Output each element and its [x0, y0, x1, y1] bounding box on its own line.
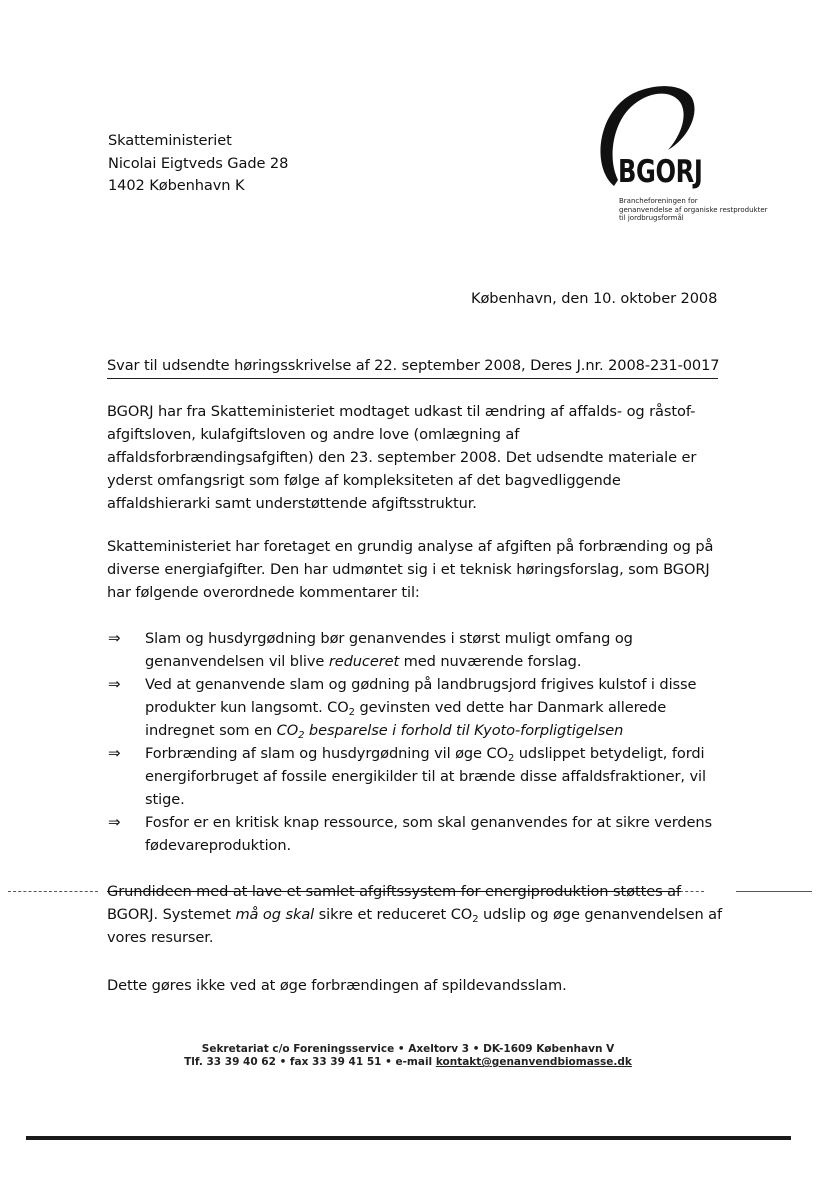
- body-paragraph: [107, 880, 727, 949]
- list-item-text: gevinsten ved dette har Danmark allerede indregnet som en: [145, 699, 667, 739]
- address-line: Nicolai Eigtveds Gade 28: [108, 154, 289, 172]
- list-item-text: udslippet betydeligt, fordi energiforbruget af fossile energikilder til at brænde disse affaldsfraktioner, vil stige.: [145, 745, 706, 808]
- letter-footer: [0, 1043, 816, 1069]
- letter-subject: Svar til udsendte høringsskrivelse af 22. september 2008, Deres J.nr. 2008-231-0017: [107, 354, 718, 379]
- list-item: [108, 742, 728, 811]
- list-item: [108, 673, 728, 742]
- list-item-text: Fosfor er en kritisk knap ressource, som skal genanvendes for at sikre verdens fødevareproduktion.: [145, 814, 713, 854]
- bottom-rule: [26, 1136, 791, 1140]
- body-text-line: Grundideen med at lave et samlet afgiftssystem for energiproduktion støttes af: [107, 883, 681, 900]
- footer-address: Sekretariat c/o Foreningsservice • Axeltorv 3 • DK-1609 København V: [201, 1043, 615, 1055]
- list-item-emphasis: $CO_2$ besparelse i forhold til Kyoto-forpligtigelsen: [276, 722, 624, 741]
- footer-contact: Tlf. 33 39 40 62 • fax 33 39 41 51 • e-mail kontakt@genanvendbiomasse.dk: [184, 1056, 632, 1068]
- body-paragraph: BGORJ har fra Skatteministeriet modtaget udkast til ændring af affalds- og råstof-afgiftsloven, kulafgiftsloven og andre love (omlægning af affaldsforbrændingsafgiften) den 23. september 2008. Det udsendte materiale er yderst omfangsrigt som følge af kompleksiteten af det bagvedliggende affaldshierarki samt understøttende afgiftsstruktur.: [107, 403, 697, 512]
- bgorj-logo: [584, 76, 784, 236]
- letter-date: København, den 10. oktober 2008: [471, 290, 718, 307]
- body-text-line: BGORJ. Systemet må og skal sikre et reduceret $CO_2$ udslip og øge genanvendelsen af vores resurser.: [107, 906, 723, 946]
- scan-artifact-line: [736, 891, 812, 892]
- subscript: 2: [348, 707, 355, 718]
- body-paragraph: Dette gøres ikke ved at øge forbrændingen af spildevandsslam.: [107, 977, 567, 994]
- list-item-text: Slam og husdyrgødning bør genanvendes i størst muligt omfang og genanvendelsen vil blive: [145, 630, 633, 670]
- scan-artifact-line: [8, 891, 98, 892]
- body-paragraph: Skatteministeriet har foretaget en grundig analyse af afgiften på forbrænding og på diverse energiafgifter. Den har udmøntet sig i et teknisk høringsforslag, som BGORJ har følgende overordnede kommentarer til:: [107, 538, 714, 601]
- comment-list: [108, 627, 728, 857]
- subscript: 2: [472, 914, 479, 925]
- list-item-emphasis: reduceret: [328, 653, 400, 670]
- logo-tagline-line: til jordbrugsformål: [619, 214, 684, 222]
- arrow-icon: ⇒: [108, 744, 121, 762]
- logo-name: BGORJ: [618, 154, 703, 190]
- arrow-icon: ⇒: [108, 629, 121, 647]
- recipient-address: [108, 129, 288, 197]
- list-item: [108, 811, 728, 857]
- subscript: 2: [298, 730, 305, 741]
- address-line: Skatteministeriet: [108, 132, 232, 149]
- subscript: 2: [507, 753, 515, 764]
- logo-tagline-line: Brancheforeningen for: [619, 197, 698, 205]
- arrow-icon: ⇒: [108, 675, 121, 693]
- list-item-text: med nuværende forslag.: [399, 653, 582, 670]
- emphasis: må og skal: [235, 906, 315, 923]
- list-item-text: Forbrænding af slam og husdyrgødning vil øge CO: [145, 745, 508, 762]
- email-link[interactable]: kontakt@genanvendbiomasse.dk: [435, 1056, 632, 1068]
- logo-tagline: [619, 197, 768, 223]
- address-line: 1402 København K: [108, 177, 245, 194]
- logo-tagline-line: genanvendelse af organiske restprodukter: [619, 205, 768, 214]
- list-item: [108, 627, 728, 673]
- list-item-text: Ved at genanvende slam og gødning på landbrugsjord frigives kulstof i disse produkter kun langsomt. CO: [145, 676, 697, 716]
- arrow-icon: ⇒: [108, 813, 121, 831]
